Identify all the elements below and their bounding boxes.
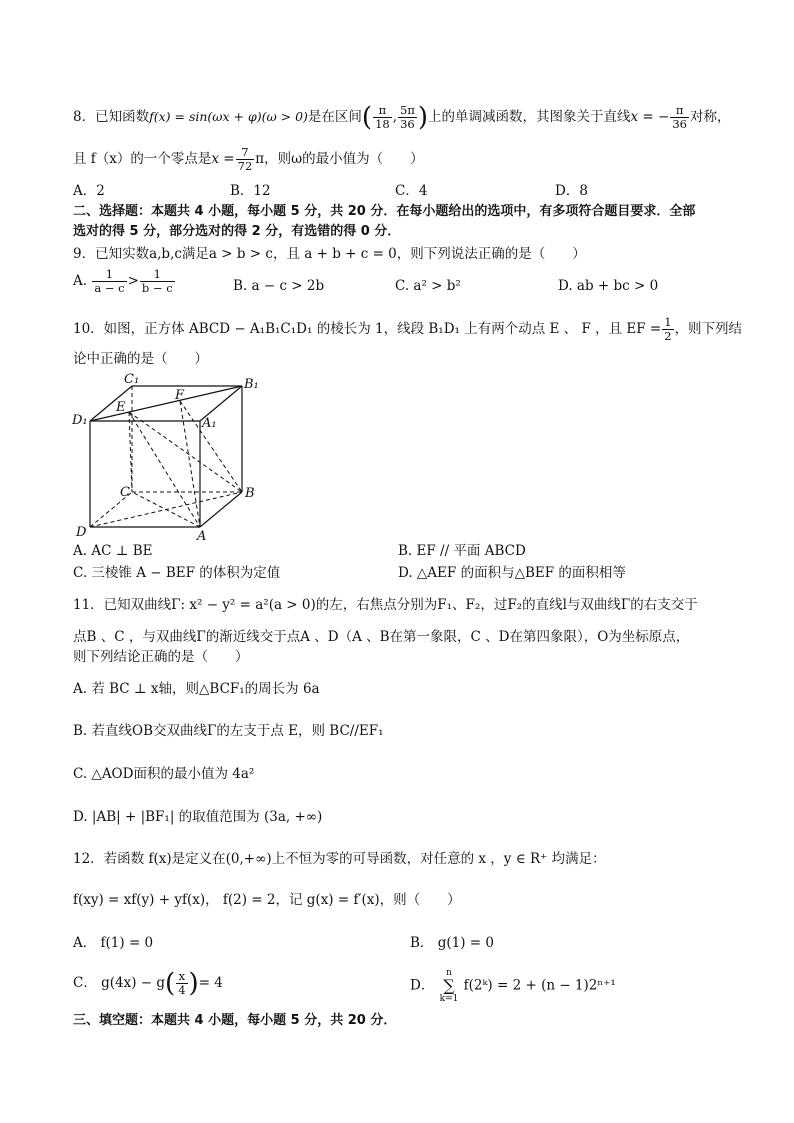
hidden-e-b: [129, 412, 242, 492]
q9-frac2: $\frac{1}{b - c}$: [141, 267, 173, 295]
q8-func: f(x) = sin(ωx + φ)(ω > 0): [149, 109, 308, 124]
q8-axis-frac: $\frac{\pi}{36}$: [672, 103, 687, 131]
label-b1: B₁: [244, 377, 259, 392]
q11-line2: 点B 、C ，与双曲线Γ的渐近线交于点A 、D（A 、B在第一象限，C 、D在第四象限），O为坐标原点，: [73, 629, 690, 645]
hidden-e-a: [129, 412, 200, 527]
q9-option-a: A. $\frac{1}{a - c}$ > $\frac{1}{b - c}$: [73, 267, 173, 295]
q8-option-c: C．4: [395, 183, 428, 199]
q8-text-2a: 且 f（x）的一个零点是: [73, 151, 212, 167]
hidden-f-b: [180, 401, 242, 492]
q9-frac1: $\frac{1}{a - c}$: [94, 267, 125, 295]
hidden-f-a: [180, 401, 200, 527]
q9-option-b: B. a − c > 2b: [233, 278, 325, 294]
q10-line1: 10．如图，正方体 ABCD − A₁B₁C₁D₁ 的棱长为 1，线段 B₁D₁ 上有两个动点 E 、 F ，且 EF = $\frac{1}{2}$ ，则下列结: [73, 315, 743, 343]
diagonal-b1-d1: [90, 386, 242, 421]
q8-option-b: B．12: [230, 183, 271, 199]
q9-option-d: D. ab + bc > 0: [558, 278, 659, 294]
q9-option-c: C. a² > b²: [395, 278, 461, 294]
label-f: F: [175, 388, 185, 403]
q8-zero-eq: x =: [211, 151, 235, 167]
q10-option-a: A. AC ⊥ BE: [73, 543, 153, 559]
q8-axis-eq: x = −: [630, 109, 670, 125]
q12-line2: f(xy) = xf(y) + yf(x)， f(2) = 2，记 g(x) = f′(x)，则（ ）: [73, 892, 461, 908]
label-c: C: [120, 485, 130, 500]
q10-line2: 论中正确的是（ ）: [73, 351, 208, 367]
q8-interval-frac2: $\frac{5\pi}{36}$: [400, 103, 415, 131]
label-c1: C₁: [124, 372, 140, 387]
q12-option-d: D． n ∑ k=1 f(2ᵏ) = 2 + (n − 1)2ⁿ⁺¹: [410, 968, 616, 1004]
q10-option-b: B. EF // 平面 ABCD: [398, 543, 526, 559]
q10-option-c: C. 三棱锥 A − BEF 的体积为定值: [73, 565, 281, 581]
label-d: D: [76, 525, 87, 540]
q8-interval-frac1: $\frac{\pi}{18}$: [375, 103, 390, 131]
q12-c-frac: $\frac{x}{4}$: [178, 969, 186, 997]
section3-line1: 三、填空题：本题共 4 小题，每小题 5 分，共 20 分．: [73, 1013, 397, 1028]
q12-option-a: A． f(1) = 0: [73, 935, 154, 951]
q10-option-d: D. △AEF 的面积与△BEF 的面积相等: [398, 565, 626, 581]
q8-line1: 8．已知函数f(x) = sin(ωx + φ)(ω > 0)是在区间( $\frac{\pi}{18}$ , $\frac{5\pi}{36}$ )上的单调减函数，其图象关于直线x = − $\frac{\pi}{36}$ 对称，: [73, 102, 731, 133]
hidden-d-b: [90, 492, 242, 527]
section2-line2: 选对的得 5 分，部分选对的得 2 分，有选错的得 0 分．: [73, 224, 401, 239]
q11-option-d: D. |AB| + |BF₁| 的取值范围为 (3a, +∞): [73, 809, 323, 825]
label-e: E: [116, 400, 126, 415]
q8-line2: [73, 146, 424, 173]
q8-text-d: 上的单调减函数，其图象关于直线: [428, 109, 631, 125]
label-a1: A₁: [202, 416, 217, 431]
q12-option-b: B． g(1) = 0: [410, 935, 494, 951]
q8-text-2c: π，则ω的最小值为（ ）: [255, 151, 424, 167]
q8-option-d: D．8: [555, 183, 588, 199]
q8-zero-frac: $\frac{7}{72}$: [237, 145, 253, 173]
label-d1: D₁: [72, 413, 88, 428]
q12-line1: 12．若函数 f(x)是定义在(0,+∞)上不恒为零的可导函数，对任意的 x ，y ∈ R⁺ 均满足：: [73, 851, 606, 867]
q11-line1: 11．已知双曲线Γ: x² − y² = a²(a > 0)的左，右焦点分别为F₁、F₂，过F₂的直线l与双曲线Γ的右支交于: [73, 597, 698, 613]
q11-option-c: C. △AOD面积的最小值为 4a²: [73, 766, 255, 782]
q8-text-a: 8．已知函数: [73, 109, 150, 125]
q10-ef-frac: $\frac{1}{2}$: [664, 315, 672, 343]
section2-line1: 二、选择题：本题共 4 小题，每小题 5 分，共 20 分．在每小题给出的选项中，有多项符合题目要求．全部: [73, 204, 696, 219]
cube-figure: [72, 372, 272, 542]
q11-option-b: B. 若直线OB交双曲线Γ的左支于点 E，则 BC//EF₁: [73, 723, 384, 739]
q8-text-f: 对称，: [690, 109, 731, 125]
q11-option-a: A. 若 BC ⊥ x轴，则△BCF₁的周长为 6a: [73, 681, 320, 697]
q8-option-a: A．2: [73, 183, 105, 199]
q12-option-c: C． g(4x) − g( $\frac{x}{4}$ )= 4: [73, 968, 223, 999]
q11-line3: 则下列结论正确的是（ ）: [73, 649, 249, 665]
label-b: B: [245, 486, 255, 501]
q8-text-c: 是在区间: [307, 109, 362, 125]
label-a: A: [197, 529, 207, 542]
q9-stem: 9．已知实数a,b,c满足a > b > c，且 a + b + c = 0，则下列说法正确的是（ ）: [73, 246, 586, 262]
q12-d-sum: n ∑ k=1: [439, 968, 459, 1004]
